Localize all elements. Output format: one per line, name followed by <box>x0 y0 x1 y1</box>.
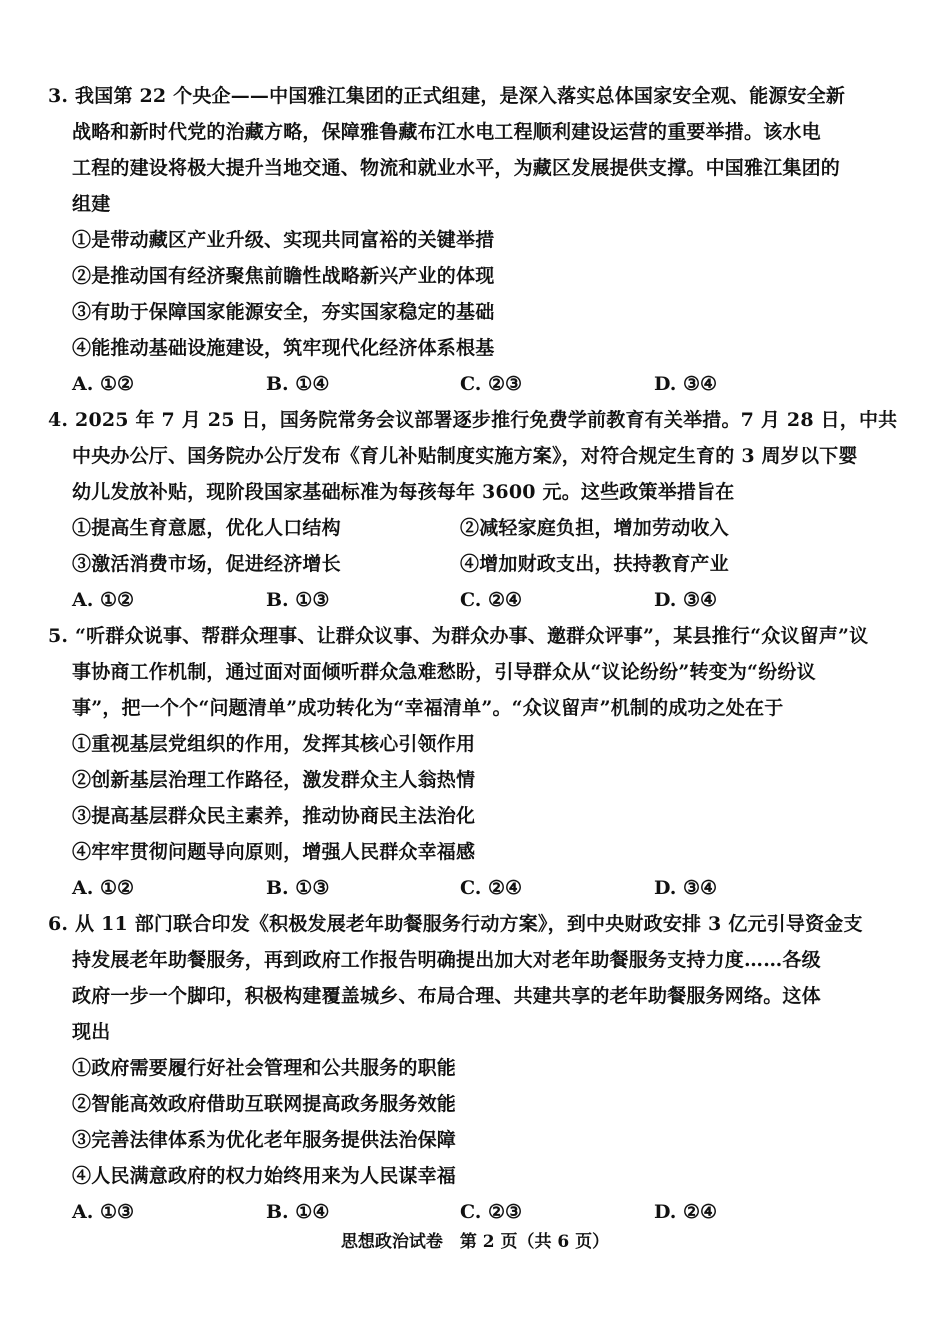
statement-3: ③提高基层群众民主素养，推动协商民主法治化 <box>72 805 476 827</box>
page-footer: 思想政治试卷 第 2 页（共 6 页） <box>340 1232 610 1252</box>
statement-1: ①是带动藏区产业升级、实现共同富裕的关键举措 <box>72 229 495 251</box>
choice-c[interactable]: C. ②④ <box>460 877 523 899</box>
exam-page <box>48 78 898 1230</box>
question-stem-line: 事协商工作机制，通过面对面倾听群众急难愁盼，引导群众从“议论纷纷”转变为“纷纷议 <box>72 661 816 683</box>
choice-d[interactable]: D. ③④ <box>654 877 718 899</box>
choice-b[interactable]: B. ①③ <box>266 589 330 611</box>
question-3 <box>48 78 848 402</box>
question-4 <box>48 402 898 618</box>
question-stem-line: 现出 <box>72 1021 111 1043</box>
answer-choices <box>48 582 848 618</box>
statement-3: ③有助于保障国家能源安全，夯实国家稳定的基础 <box>72 301 495 323</box>
statement-4: ④人民满意政府的权力始终用来为人民谋幸福 <box>72 1165 457 1187</box>
choice-b[interactable]: B. ①④ <box>266 373 330 395</box>
answer-choices <box>48 870 848 906</box>
question-stem-line: 战略和新时代党的治藏方略，保障雅鲁藏布江水电工程顺利建设运营的重要举措。该水电 <box>72 121 821 143</box>
statement-2: ②创新基层治理工作路径，激发群众主人翁热情 <box>72 769 476 791</box>
answer-choices <box>48 1194 848 1230</box>
choice-c[interactable]: C. ②④ <box>460 589 523 611</box>
question-5 <box>48 618 869 906</box>
statement-1: ①政府需要履行好社会管理和公共服务的职能 <box>72 1057 457 1079</box>
question-stem-line: 持发展老年助餐服务，再到政府工作报告明确提出加大对老年助餐服务支持力度……各级 <box>72 949 821 971</box>
question-stem-line: 6. 从 11 部门联合印发《积极发展老年助餐服务行动方案》，到中央财政安排 3 亿元引导资金支 <box>48 913 863 935</box>
statement-4: ④牢牢贯彻问题导向原则，增强人民群众幸福感 <box>72 841 476 863</box>
choice-d[interactable]: D. ②④ <box>654 1201 718 1223</box>
question-stem-line: 3. 我国第 22 个央企——中国雅江集团的正式组建，是深入落实总体国家安全观、能源安全新 <box>48 85 846 107</box>
choice-c[interactable]: C. ②③ <box>460 1201 523 1223</box>
choice-d[interactable]: D. ③④ <box>654 373 718 395</box>
choice-a[interactable]: A. ①③ <box>72 1201 135 1223</box>
question-stem-line: 中央办公厅、国务院办公厅发布《育儿补贴制度实施方案》，对符合规定生育的 3 周岁以下婴 <box>72 445 858 467</box>
statement-2: ②智能高效政府借助互联网提高政务服务效能 <box>72 1093 457 1115</box>
question-stem-line: 组建 <box>72 193 111 215</box>
statement-1: ①重视基层党组织的作用，发挥其核心引领作用 <box>72 733 476 755</box>
choice-a[interactable]: A. ①② <box>72 589 135 611</box>
answer-choices <box>48 366 848 402</box>
statement-3: ③激活消费市场，促进经济增长 <box>72 553 341 575</box>
statement-4: ④能推动基础设施建设，筑牢现代化经济体系根基 <box>72 337 495 359</box>
statement-2: ②减轻家庭负担，增加劳动收入 <box>460 517 729 539</box>
choice-d[interactable]: D. ③④ <box>654 589 718 611</box>
statement-3: ③完善法律体系为优化老年服务提供法治保障 <box>72 1129 457 1151</box>
choice-b[interactable]: B. ①③ <box>266 877 330 899</box>
question-stem-line: 幼儿发放补贴，现阶段国家基础标准为每孩每年 3600 元。这些政策举措旨在 <box>72 481 735 503</box>
question-stem-line: 工程的建设将极大提升当地交通、物流和就业水平，为藏区发展提供支撑。中国雅江集团的 <box>72 157 841 179</box>
statement-4: ④增加财政支出，扶持教育产业 <box>460 553 729 575</box>
question-stem-line: 事”，把一个个“问题清单”成功转化为“幸福清单”。“众议留声”机制的成功之处在于 <box>72 697 784 719</box>
choice-c[interactable]: C. ②③ <box>460 373 523 395</box>
choice-b[interactable]: B. ①④ <box>266 1201 330 1223</box>
choice-a[interactable]: A. ①② <box>72 373 135 395</box>
statement-2: ②是推动国有经济聚焦前瞻性战略新兴产业的体现 <box>72 265 495 287</box>
question-stem-line: 政府一步一个脚印，积极构建覆盖城乡、布局合理、共建共享的老年助餐服务网络。这体 <box>72 985 821 1007</box>
choice-a[interactable]: A. ①② <box>72 877 135 899</box>
question-6 <box>48 906 863 1230</box>
statement-row <box>48 546 848 582</box>
question-stem-line: 5. “听群众说事、帮群众理事、让群众议事、为群众办事、邀群众评事”，某县推行“众议留声”议 <box>48 625 869 647</box>
statement-row <box>48 510 848 546</box>
question-stem-line: 4. 2025 年 7 月 25 日，国务院常务会议部署逐步推行免费学前教育有关举措。7 月 28 日，中共 <box>48 409 898 431</box>
statement-1: ①提高生育意愿，优化人口结构 <box>72 517 341 539</box>
